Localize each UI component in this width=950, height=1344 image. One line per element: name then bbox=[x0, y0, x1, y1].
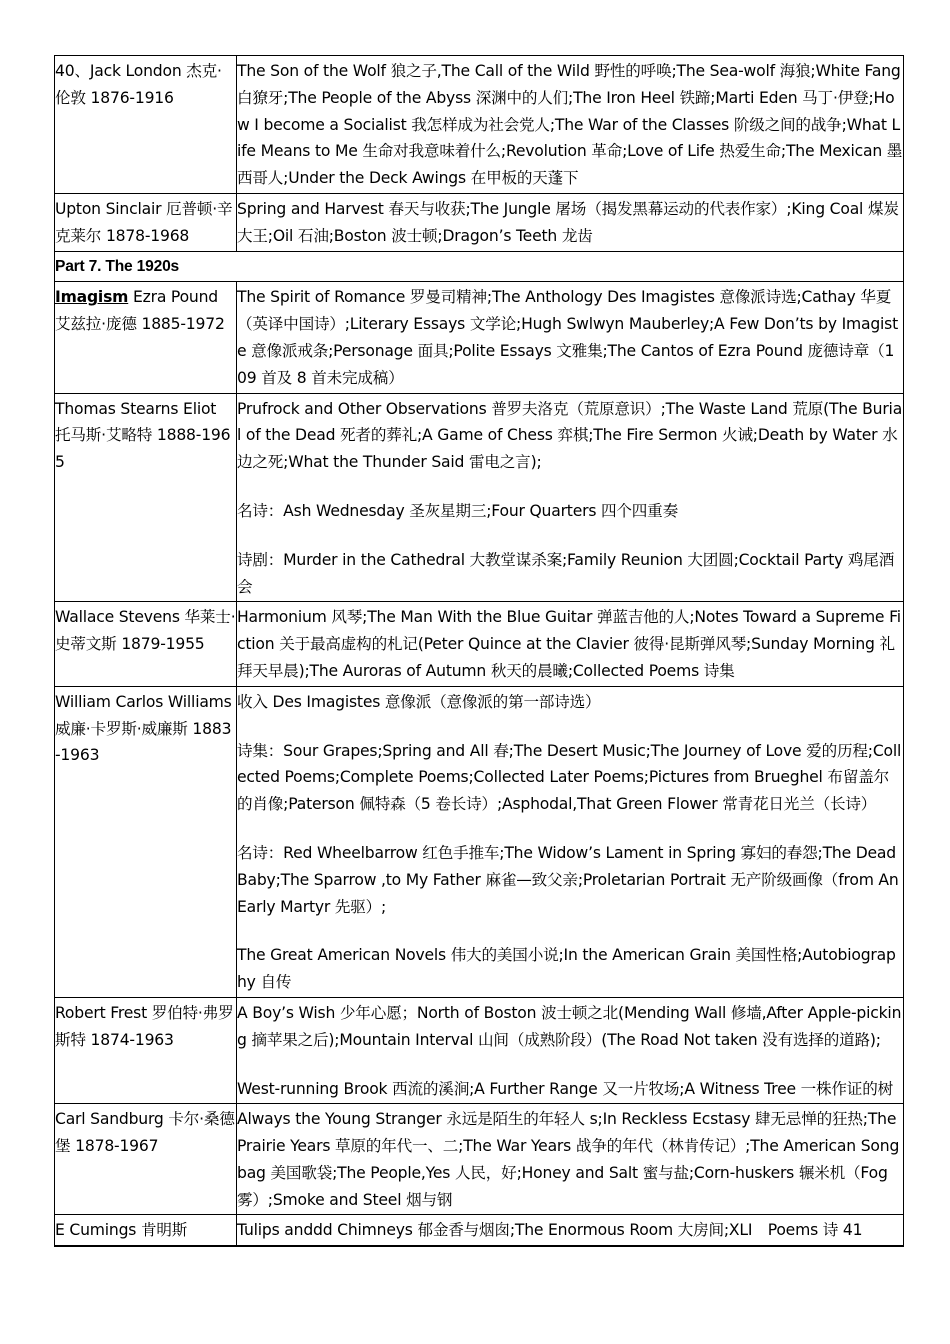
author-cell bbox=[55, 686, 237, 997]
table-row bbox=[55, 686, 904, 997]
movement-label: Imagism bbox=[55, 288, 129, 307]
table-row bbox=[55, 1215, 904, 1246]
works-cell bbox=[237, 56, 904, 194]
works-cell bbox=[237, 997, 904, 1103]
author-name: Ezra Pound 艾兹拉·庞德 1885-1972 bbox=[55, 288, 225, 334]
table-row bbox=[55, 251, 904, 282]
table-row bbox=[55, 1104, 904, 1215]
part-heading: Part 7. The 1920s bbox=[55, 251, 904, 282]
literature-table bbox=[54, 55, 904, 1247]
author-name: Robert Frest 罗伯特·弗罗斯特 1874-1963 bbox=[55, 1003, 234, 1049]
table-row bbox=[55, 193, 904, 251]
works-paragraph: 名诗：Ash Wednesday 圣灰星期三;Four Quarters 四个四重奏 bbox=[237, 501, 678, 520]
works-paragraph: Prufrock and Other Observations 普罗夫洛克（荒原意识）;The Waste Land 荒原(The Burial of the Dead 死者的葬礼;A Game of Chess 弈棋;The Fire Sermon 火诫;Death by Water 水边之死;What the Thunder Said 雷电之言); bbox=[237, 399, 903, 472]
table-body bbox=[55, 56, 904, 1247]
works-cell bbox=[237, 602, 904, 686]
works-paragraph: The Spirit of Romance 罗曼司精神;The Anthology Des Imagistes 意像派诗选;Cathay 华夏（英译中国诗）;Literary Essays 文学论;Hugh Swlwyn Mauberley;A Few Don’ts by Imagiste 意像派戒条;Personage 面具;Polite Essays 文雅集;The Cantos of Ezra Pound 庞德诗章（109 首及 8 首未完成稿） bbox=[237, 288, 898, 387]
works-paragraph: Harmonium 风琴;The Man With the Blue Guitar 弹蓝吉他的人;Notes Toward a Supreme Fiction 关于最高虚构的札记(Peter Quince at the Clavier 彼得·昆斯弹风琴;Sunday Morning 礼拜天早晨);The Auroras of Autumn 秋天的晨曦;Collected Poems 诗集 bbox=[237, 608, 901, 680]
table-row bbox=[55, 56, 904, 194]
table-row bbox=[55, 602, 904, 686]
author-cell bbox=[55, 997, 237, 1103]
author-name: 40、Jack London 杰克·伦敦 1876-1916 bbox=[55, 62, 222, 107]
works-paragraph: 诗集：Sour Grapes;Spring and All 春;The Desert Music;The Journey of Love 爱的历程;Collected Poems;Complete Poems;Collected Later Poems;Pictures from Brueghel 布留盖尔的肖像;Paterson 佩特森（5 卷长诗）;Asphodal,That Green Flower 常青花日光兰（长诗） bbox=[237, 741, 902, 814]
works-paragraph: The Great American Novels 伟大的美国小说;In the American Grain 美国性格;Autobiography 自传 bbox=[237, 946, 896, 992]
author-name: Wallace Stevens 华莱士·史蒂文斯 1879-1955 bbox=[55, 608, 236, 654]
table-row bbox=[55, 282, 904, 393]
works-paragraph: West-running Brook 西流的溪涧;A Further Range 又一片牧场;A Witness Tree 一株作证的树 bbox=[237, 1079, 893, 1098]
works-cell bbox=[237, 393, 904, 602]
author-name: Carl Sandburg 卡尔·桑德堡 1878-1967 bbox=[55, 1110, 235, 1156]
author-cell bbox=[55, 1104, 237, 1215]
table-row bbox=[55, 393, 904, 602]
works-paragraph: 诗剧：Murder in the Cathedral 大教堂谋杀案;Family Reunion 大团圆;Cocktail Party 鸡尾酒会 bbox=[237, 550, 895, 596]
works-cell bbox=[237, 686, 904, 997]
works-paragraph: Spring and Harvest 春天与收获;The Jungle 屠场（揭发黑幕运动的代表作家）;King Coal 煤炭大王;Oil 石油;Boston 波士顿;Dragon’s Teeth 龙齿 bbox=[237, 199, 899, 245]
author-name: Thomas Stearns Eliot 托马斯·艾略特 1888-1965 bbox=[55, 399, 231, 472]
author-cell bbox=[55, 1215, 237, 1246]
author-name: Upton Sinclair 厄普顿·辛克莱尔 1878-1968 bbox=[55, 199, 233, 245]
works-cell bbox=[237, 193, 904, 251]
works-paragraph: The Son of the Wolf 狼之子,The Call of the Wild 野性的呼唤;The Sea-wolf 海狼;White Fang 白獠牙;The People of the Abyss 深渊中的人们;The Iron Heel 铁蹄;Marti Eden 马丁·伊登;How I become a Socialist 我怎样成为社会党人;The War of the Classes 阶级之间的战争;What Life Means to Me 生命对我意味着什么;Revolution 革命;Love of Life 热爱生命;The Mexican 墨西哥人;Under the Deck Awings 在甲板的天蓬下 bbox=[237, 62, 903, 188]
works-cell bbox=[237, 282, 904, 393]
works-paragraph: 收入 Des Imagistes 意像派（意像派的第一部诗选） bbox=[237, 692, 601, 711]
works-paragraph: Tulips anddd Chimneys 郁金香与烟囱;The Enormous Room 大房间;XLI Poems 诗 41 bbox=[237, 1221, 863, 1240]
author-name: E Cumings 肯明斯 bbox=[55, 1221, 188, 1240]
author-cell bbox=[55, 282, 237, 393]
works-cell bbox=[237, 1104, 904, 1215]
author-cell bbox=[55, 602, 237, 686]
author-name: William Carlos Williams 威廉·卡罗斯·威廉斯 1883-1963 bbox=[55, 692, 232, 765]
works-cell bbox=[237, 1215, 904, 1246]
works-paragraph: 名诗：Red Wheelbarrow 红色手推车;The Widow’s Lament in Spring 寡妇的春怨;The Dead Baby;The Sparrow ,to My Father 麻雀—致父亲;Proletarian Portrait 无产阶级画像（from An Early Martyr 先驱）; bbox=[237, 843, 899, 916]
author-cell bbox=[55, 393, 237, 602]
author-cell bbox=[55, 193, 237, 251]
works-paragraph: A Boy’s Wish 少年心愿；North of Boston 波士顿之北(Mending Wall 修墙,After Apple-picking 摘苹果之后);Mountain Interval 山间（成熟阶段）(The Road Not taken 没有选择的道路); bbox=[237, 1003, 902, 1049]
author-cell bbox=[55, 56, 237, 194]
works-paragraph: Always the Young Stranger 永远是陌生的年轻人 s;In Reckless Ecstasy 肆无忌惮的狂热;The Prairie Years 草原的年代一、二;The War Years 战争的年代（林肯传记）;The American Songbag 美国歌袋;The People,Yes 人民，好;Honey and Salt 蜜与盐;Corn-huskers 辗米机（Fog 雾）;Smoke and Steel 烟与钢 bbox=[237, 1110, 900, 1209]
table-row bbox=[55, 997, 904, 1103]
